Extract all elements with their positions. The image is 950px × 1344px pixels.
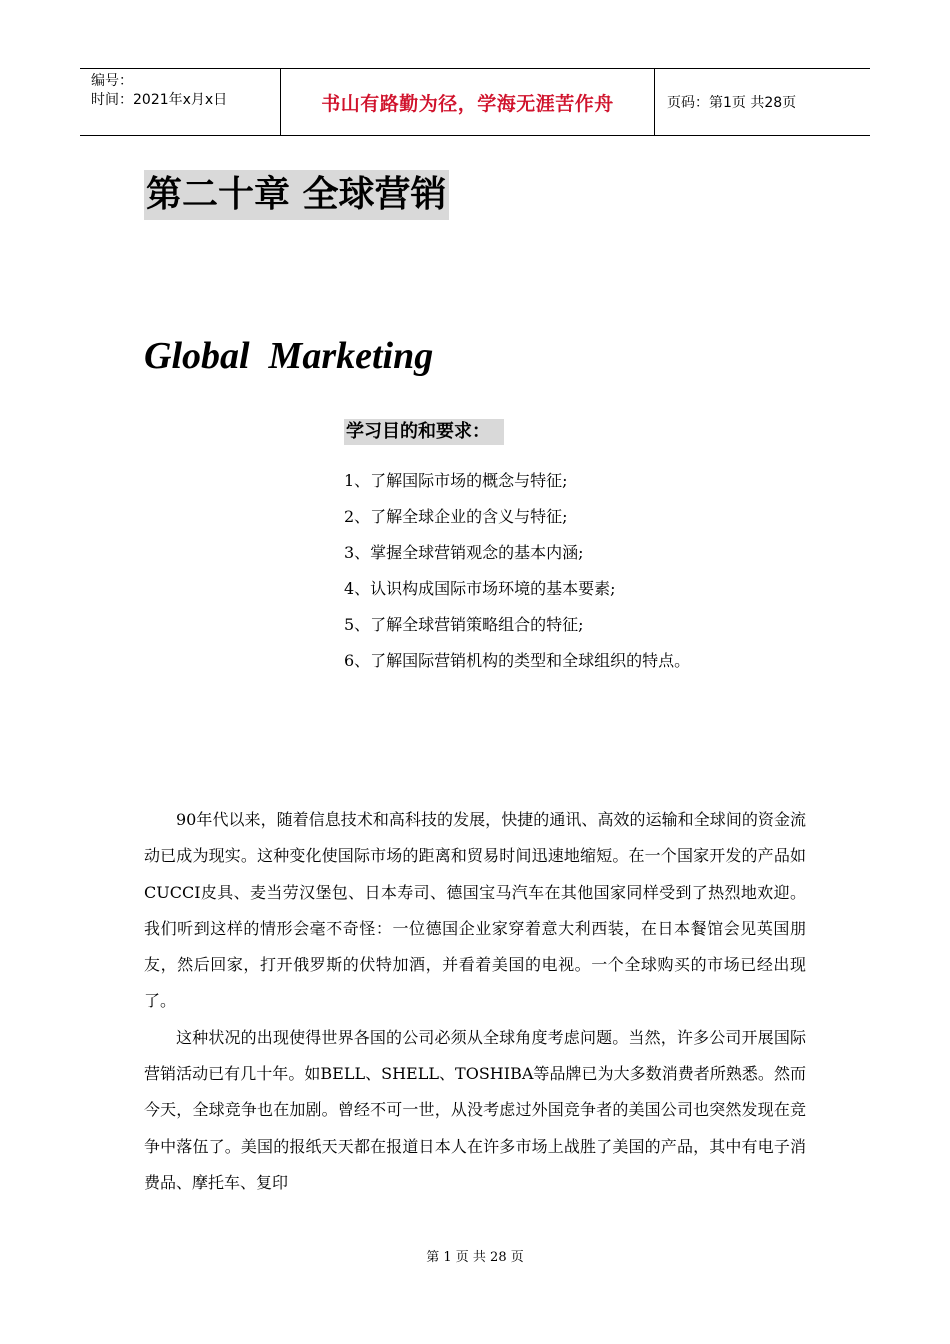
time-label: 时间：2021年x月x日	[91, 92, 228, 108]
objective-item: 1、了解国际市场的概念与特征;	[344, 471, 568, 490]
body-paragraph: 90年代以来，随着信息技术和高科技的发展，快捷的通讯、高效的运输和全球间的资金流动已成为现实。这种变化使国际市场的距离和贸易时间迅速地缩短。在一个国家开发的产品如CUCCI皮具、麦当劳汉堡包、日本寿司、德国宝马汽车在其他国家同样受到了热烈地欢迎。我们听到这样的情形会毫不奇怪：一位德国企业家穿着意大利西装，在日本餐馆会见英国朋友，然后回家，打开俄罗斯的伏特加酒，并看着美国的电视。一个全球购买的市场已经出现了。	[144, 810, 806, 1011]
objective-item: 5、了解全球营销策略组合的特征;	[344, 615, 584, 634]
page-footer: 第 1 页 共 28 页	[426, 1250, 524, 1265]
number-label: 编号：	[91, 73, 133, 89]
header-meta	[80, 69, 281, 135]
objective-item: 6、了解国际营销机构的类型和全球组织的特点。	[344, 651, 691, 670]
objective-item: 2、了解全球企业的含义与特征;	[344, 507, 568, 526]
english-title: Global Marketing	[144, 335, 434, 377]
header-motto: 书山有路勤为径，学海无涯苦作舟	[281, 69, 655, 135]
body-paragraph: 这种状况的出现使得世界各国的公司必须从全球角度考虑问题。当然，许多公司开展国际营销活动已有几十年。如BELL、SHELL、TOSHIBA等品牌已为大多数消费者所熟悉。然而今天，全球竞争也在加剧。曾经不可一世，从没考虑过外国竞争者的美国公司也突然发现在竞争中落伍了。美国的报纸天天都在报道日本人在许多市场上战胜了美国的产品，其中有电子消费品、摩托车、复印	[144, 1027, 806, 1192]
objectives-list	[344, 463, 690, 679]
objective-item: 3、掌握全球营销观念的基本内涵;	[344, 543, 584, 562]
objectives-heading: 学习目的和要求：	[344, 419, 504, 445]
body-text	[144, 802, 806, 1201]
objective-item: 4、认识构成国际市场环境的基本要素;	[344, 579, 616, 598]
page-header	[80, 68, 870, 136]
header-page-info: 页码：第1页 共28页	[667, 95, 797, 111]
chapter-title: 第二十章 全球营销	[144, 170, 449, 220]
